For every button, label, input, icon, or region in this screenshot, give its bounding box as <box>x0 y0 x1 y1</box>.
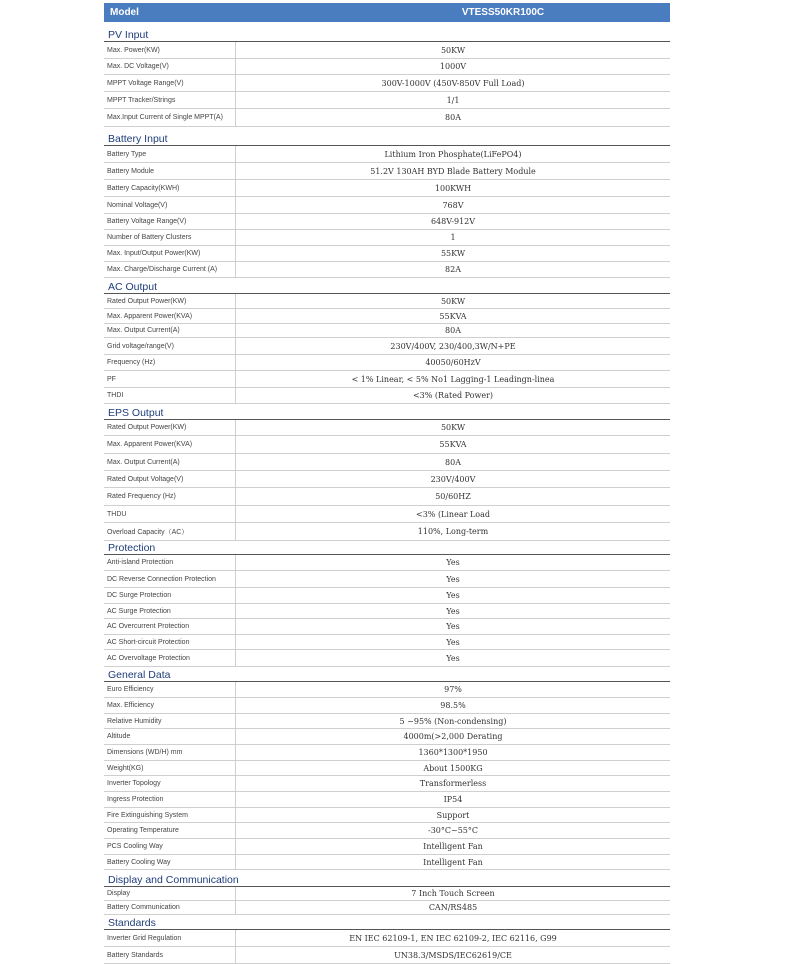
spec-row <box>104 901 670 915</box>
spec-value: Transformerless <box>419 779 487 788</box>
spec-label: Grid voltage/range(V) <box>104 338 236 354</box>
spec-label: Rated Output Voltage(V) <box>104 471 236 487</box>
spec-sections <box>104 22 670 964</box>
section-title: AC Output <box>104 278 670 294</box>
spec-row <box>104 471 670 488</box>
spec-row <box>104 729 670 745</box>
spec-value: 82A <box>445 265 461 274</box>
spec-label: Overload Capacity（AC） <box>104 523 236 540</box>
spec-value: < 1% Linear, < 5% No1 Lagging-1 Leadingn-linea <box>351 374 555 384</box>
spec-row <box>104 197 670 214</box>
spec-row <box>104 436 670 454</box>
spec-row <box>104 619 670 635</box>
spec-row <box>104 506 670 523</box>
spec-row <box>104 776 670 792</box>
spec-row <box>104 420 670 436</box>
spec-label: Inverter Grid Regulation <box>104 930 236 946</box>
spec-value: 51.2V 130AH BYD Blade Battery Module <box>370 166 536 176</box>
spec-value: About 1500KG <box>423 763 483 773</box>
spec-value: 80A <box>445 326 461 335</box>
spec-row <box>104 262 670 278</box>
spec-value: Yes <box>446 591 460 600</box>
spec-value: 50KW <box>440 296 466 306</box>
spec-row <box>104 698 670 714</box>
spec-label: Anti-island Protection <box>104 555 236 570</box>
spec-value: 100KWH <box>434 183 472 193</box>
spec-value: Yes <box>446 606 460 616</box>
spec-value: Yes <box>446 558 460 567</box>
spec-value: Intelligent Fan <box>423 842 483 851</box>
spec-value: Yes <box>446 622 460 631</box>
spec-row <box>104 355 670 371</box>
spec-value: 1/1 <box>446 95 460 105</box>
spec-value: 1000V <box>439 62 467 71</box>
spec-label: DC Surge Protection <box>104 588 236 603</box>
spec-row <box>104 371 670 388</box>
spec-value: -30°C~55°C <box>427 826 478 835</box>
spec-label: AC Overvoltage Protection <box>104 650 236 666</box>
spec-label: Display <box>104 887 236 900</box>
spec-row <box>104 230 670 246</box>
spec-label: Frequency (Hz) <box>104 355 236 370</box>
spec-row <box>104 761 670 776</box>
spec-row <box>104 839 670 855</box>
spec-value: 1 <box>450 233 456 242</box>
spec-value: 4000m(>2,000 Derating <box>403 732 503 741</box>
spec-label: Weight(KG) <box>104 761 236 775</box>
section-title: Protection <box>104 541 670 555</box>
section-title: PV Input <box>104 22 670 42</box>
spec-row <box>104 604 670 619</box>
model-label: Model <box>110 7 139 18</box>
spec-label: Relative Humidity <box>104 714 236 728</box>
spec-label: MPPT Voltage Range(V) <box>104 75 236 91</box>
spec-row <box>104 180 670 197</box>
spec-label: Max. Efficiency <box>104 698 236 713</box>
spec-label: THDU <box>104 506 236 522</box>
spec-row <box>104 59 670 75</box>
spec-row <box>104 75 670 92</box>
spec-value: Intelligent Fan <box>423 857 483 867</box>
model-value: VTESS50KR100C <box>461 7 545 18</box>
spec-value: CAN/RS485 <box>428 903 478 912</box>
spec-label: THDI <box>104 388 236 403</box>
spec-value: 50/60HZ <box>435 492 471 501</box>
spec-row <box>104 454 670 471</box>
spec-value: 50KW <box>440 423 466 432</box>
spec-label: Max. Apparent Power(KVA) <box>104 309 236 323</box>
spec-label: AC Overcurrent Protection <box>104 619 236 634</box>
spec-row <box>104 146 670 163</box>
spec-row <box>104 488 670 506</box>
spec-label: AC Surge Protection <box>104 604 236 618</box>
spec-row <box>104 324 670 338</box>
section-title: EPS Output <box>104 404 670 420</box>
spec-label: Number of Battery Clusters <box>104 230 236 245</box>
spec-value: 300V-1000V (450V-850V Full Load) <box>381 78 525 88</box>
spec-value: 110%, Long-term <box>417 527 489 536</box>
spec-label: PCS Cooling Way <box>104 839 236 854</box>
spec-row <box>104 309 670 324</box>
spec-value: EN IEC 62109-1, EN IEC 62109-2, IEC 62116, G99 <box>349 933 557 943</box>
spec-label: Max. Input/Output Power(KW) <box>104 246 236 261</box>
spec-label: Battery Cooling Way <box>104 855 236 869</box>
spec-row <box>104 109 670 127</box>
spec-row <box>104 714 670 729</box>
spec-label: Battery Communication <box>104 901 236 914</box>
spec-row <box>104 808 670 823</box>
spec-label: Max. Power(KW) <box>104 42 236 58</box>
spec-label: Max. DC Voltage(V) <box>104 59 236 74</box>
spec-value: IP54 <box>443 795 463 804</box>
spec-label: Max.Input Current of Single MPPT(A) <box>104 109 236 126</box>
spec-value: 5 ~95% (Non-condensing) <box>399 716 507 726</box>
spec-label: Nominal Voltage(V) <box>104 197 236 213</box>
spec-label: Rated Output Power(KW) <box>104 420 236 435</box>
spec-value: 98.5% <box>440 701 466 710</box>
spec-label: Altitude <box>104 729 236 744</box>
spec-value: Yes <box>446 637 460 647</box>
spec-row <box>104 523 670 541</box>
spec-row <box>104 388 670 404</box>
spec-value: <3% (Linear Load <box>416 509 490 519</box>
spec-value: 97% <box>444 685 462 694</box>
spec-row <box>104 214 670 230</box>
spec-label: Max. Charge/Discharge Current (A) <box>104 262 236 277</box>
spec-value: <3% (Rated Power) <box>412 391 494 400</box>
spec-label: Battery Voltage Range(V) <box>104 214 236 229</box>
section-title: Display and Communication <box>104 870 670 887</box>
spec-label: MPPT Tracker/Strings <box>104 92 236 108</box>
spec-row <box>104 887 670 901</box>
spec-label: AC Short-circuit Protection <box>104 635 236 649</box>
spec-row <box>104 823 670 839</box>
spec-label: Rated Output Power(KW) <box>104 294 236 308</box>
spec-label: Max. Output Current(A) <box>104 454 236 470</box>
spec-label: Dimensions (WD/H) mm <box>104 745 236 760</box>
spec-label: Euro Efficiency <box>104 682 236 697</box>
spec-label: Inverter Topology <box>104 776 236 791</box>
spec-label: Battery Type <box>104 146 236 162</box>
spec-label: Max. Apparent Power(KVA) <box>104 436 236 453</box>
spec-value: Lithium Iron Phosphate(LiFePO4) <box>384 149 522 159</box>
spec-row <box>104 571 670 588</box>
spec-value: 7 Inch Touch Screen <box>411 889 495 898</box>
spec-row <box>104 947 670 964</box>
spec-label: Battery Capacity(KWH) <box>104 180 236 196</box>
spec-label: Fire Extinguishing System <box>104 808 236 822</box>
spec-value: 55KW <box>440 249 466 258</box>
spec-value: 648V-912V <box>430 217 476 226</box>
spec-value: 230V/400V <box>430 474 476 484</box>
spec-value: UN38.3/MSDS/IEC62619/CE <box>394 950 512 960</box>
spec-label: Max. Output Current(A) <box>104 324 236 337</box>
spec-label: DC Reverse Connection Protection <box>104 571 236 587</box>
spec-value: 1360*1300*1950 <box>418 748 488 757</box>
spec-row <box>104 745 670 761</box>
spec-row <box>104 930 670 947</box>
spec-row <box>104 635 670 650</box>
spec-row <box>104 163 670 180</box>
spec-label: Battery Standards <box>104 947 236 963</box>
spec-value: Support <box>436 810 470 820</box>
spec-row <box>104 792 670 808</box>
spec-sheet <box>104 3 670 964</box>
spec-label: Battery Module <box>104 163 236 179</box>
spec-value: Yes <box>446 653 460 663</box>
section-title: General Data <box>104 667 670 682</box>
spec-row <box>104 650 670 667</box>
spec-label: Rated Frequency (Hz) <box>104 488 236 505</box>
spec-value: 230V/400V, 230/400,3W/N+PE <box>390 341 516 351</box>
section-title: Standards <box>104 915 670 930</box>
spec-value: 768V <box>442 200 464 210</box>
model-header <box>104 3 670 22</box>
spec-row <box>104 92 670 109</box>
spec-label: Ingress Protection <box>104 792 236 807</box>
spec-value: 40050/60HzV <box>425 358 481 367</box>
spec-value: 80A <box>445 457 461 467</box>
spec-value: 50KW <box>440 45 466 55</box>
spec-label: PF <box>104 371 236 387</box>
spec-row <box>104 682 670 698</box>
spec-value: 55KVA <box>439 311 467 321</box>
spec-value: Yes <box>446 574 460 584</box>
spec-row <box>104 338 670 355</box>
spec-label: Operating Temperature <box>104 823 236 838</box>
spec-row <box>104 246 670 262</box>
spec-row <box>104 294 670 309</box>
spec-row <box>104 42 670 59</box>
spec-value: 55KVA <box>439 440 467 449</box>
section-title: Battery Input <box>104 127 670 146</box>
spec-row <box>104 588 670 604</box>
spec-value: 80A <box>445 113 461 122</box>
spec-row <box>104 855 670 870</box>
spec-row <box>104 555 670 571</box>
